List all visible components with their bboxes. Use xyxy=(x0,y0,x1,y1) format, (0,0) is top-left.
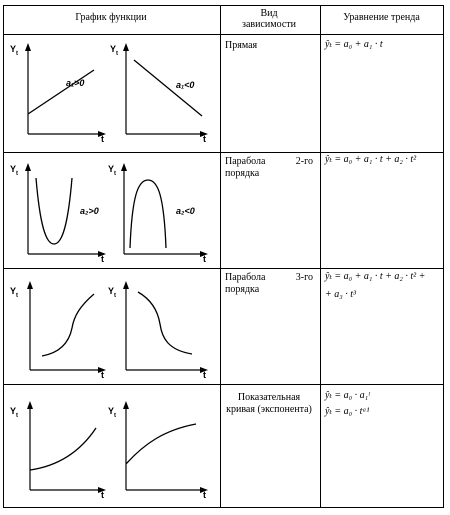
x-axis-label: t xyxy=(203,490,206,500)
y-axis-label: $Y_t$ xyxy=(108,164,117,177)
y-axis-label: $Y_t$ xyxy=(108,286,117,299)
row-divider xyxy=(4,268,443,269)
x-axis-label: t xyxy=(101,370,104,380)
plot-parabola-up xyxy=(8,156,108,262)
x-axis-label: t xyxy=(101,490,104,500)
equation-exponential-2: ŷₜ = a₀ · tᵃ¹ xyxy=(325,406,370,417)
coef-label: a₁>0 xyxy=(66,78,85,88)
plot-parabola-down xyxy=(108,156,210,262)
y-axis-label: $Y_t$ xyxy=(110,44,119,57)
x-axis-label: t xyxy=(101,254,104,264)
y-axis-label: $Y_t$ xyxy=(10,164,19,177)
plot-exponential-convex xyxy=(8,394,108,500)
x-axis-label: t xyxy=(203,254,206,264)
y-axis-label: $Y_t$ xyxy=(10,286,19,299)
equation-linear: ŷₜ = a₀ + a₁ · t xyxy=(325,39,383,50)
header-dependency xyxy=(219,8,319,30)
dependency-parabola-2: Парабола 2-го порядка xyxy=(225,156,313,179)
equation-exponential-1: ŷₜ = a₀ · a₁ᵗ xyxy=(325,390,370,401)
header-graph: График функции xyxy=(75,12,147,23)
coef-label: a₂>0 xyxy=(80,206,99,216)
plot-exponential-concave xyxy=(108,394,210,500)
coef-label: a₁<0 xyxy=(176,80,195,90)
equation-parabola-3-line1: ŷₜ = a₀ + a₁ · t + a₂ · t² + xyxy=(325,271,426,282)
x-axis-label: t xyxy=(101,134,104,144)
x-axis-label: t xyxy=(203,370,206,380)
header-divider xyxy=(4,34,443,35)
dependency-parabola-3: Парабола 3-го порядка xyxy=(225,272,313,295)
plot-cubic-decreasing xyxy=(108,272,210,378)
plot-cubic-increasing xyxy=(8,272,108,378)
header-equation: Уравнение тренда xyxy=(343,12,420,23)
dependency-linear: Прямая xyxy=(225,40,258,51)
row-divider xyxy=(4,384,443,385)
column-divider xyxy=(220,6,221,507)
y-axis-label: $Y_t$ xyxy=(10,44,19,57)
header-dependency-line2: зависимости xyxy=(242,19,296,30)
equation-parabola-2: ŷₜ = a₀ + a₁ · t + a₂ · t² xyxy=(325,154,417,165)
dependency-exponential: Показательная кривая (экспонента) xyxy=(226,392,312,415)
x-axis-label: t xyxy=(203,134,206,144)
coef-label: a₂<0 xyxy=(176,206,195,216)
equation-parabola-3-line2: + a₃ · t³ xyxy=(325,289,357,300)
header-dependency-line1: Вид xyxy=(260,8,278,19)
y-axis-label: $Y_t$ xyxy=(10,406,19,419)
column-divider xyxy=(320,6,321,507)
plot-linear-increasing xyxy=(8,38,108,144)
plot-linear-decreasing xyxy=(110,38,210,144)
y-axis-label: $Y_t$ xyxy=(108,406,117,419)
